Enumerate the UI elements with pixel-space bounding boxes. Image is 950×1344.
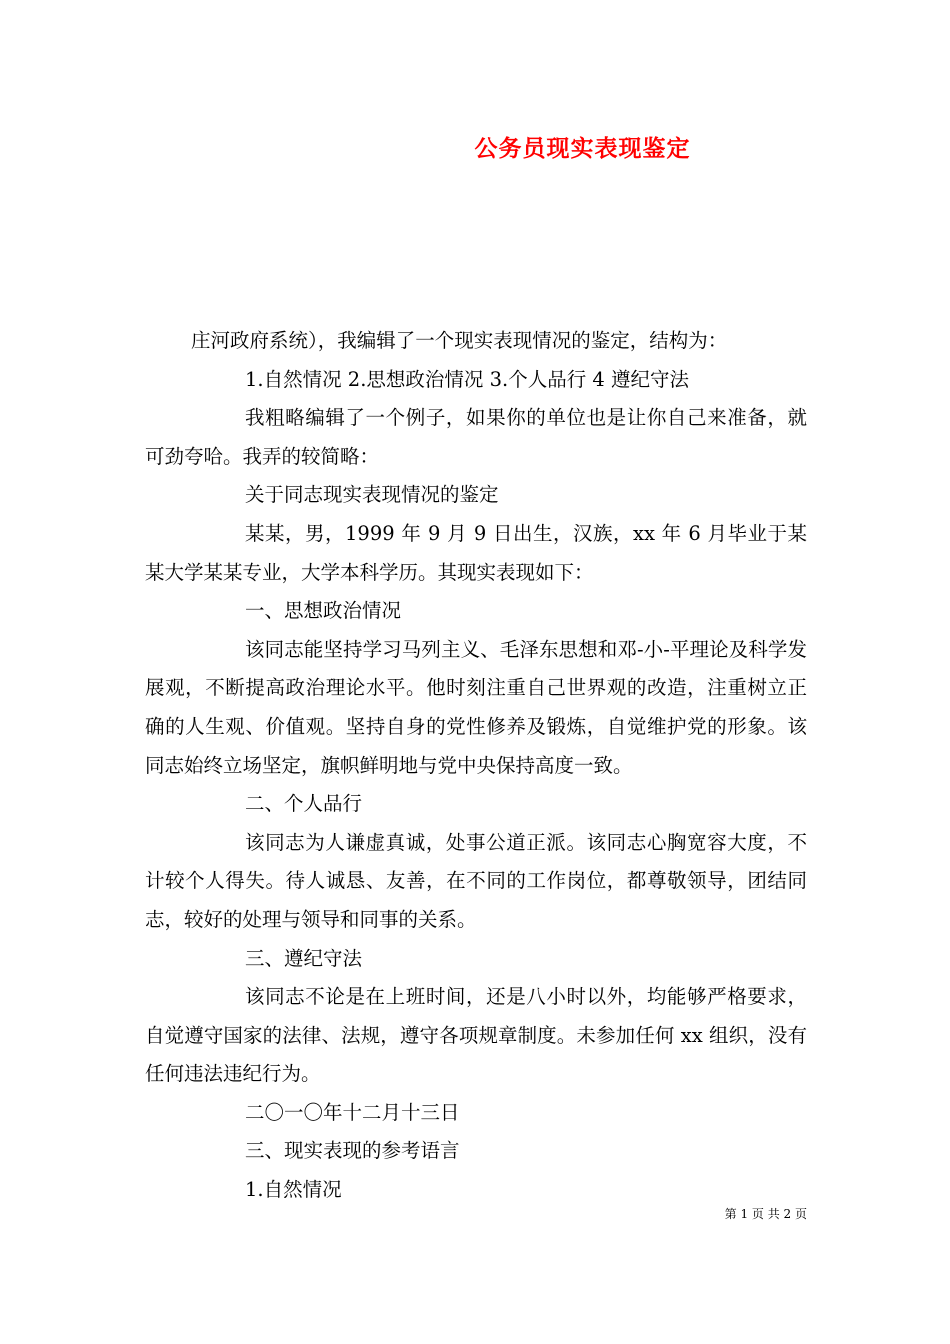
paragraph-example-note: 我粗略编辑了一个例子，如果你的单位也是让你自己来准备，就可劲夸哈。我弄的较简略： bbox=[145, 406, 807, 468]
paragraph-political: 该同志能坚持学习马列主义、毛泽东思想和邓-小-平理论及科学发展观，不断提高政治理论水平。他时刻注重自己世界观的改造，注重树立正确的人生观、价值观。坚持自身的党性修养及锻炼，自觉维护党的形象。该同志始终立场坚定，旗帜鲜明地与党中央保持高度一致。 bbox=[145, 637, 807, 777]
paragraph-law: 该同志不论是在上班时间，还是八小时以外，均能够严格要求，自觉遵守国家的法律、法规，遵守各项规章制度。未参加任何 xx 组织，没有任何违法违纪行为。 bbox=[145, 985, 807, 1086]
paragraph-structure: 1.自然情况 2.思想政治情况 3.个人品行 4 遵纪守法 bbox=[245, 367, 690, 391]
section-heading-law: 三、遵纪守法 bbox=[245, 946, 363, 970]
paragraph-intro: 庄河政府系统），我编辑了一个现实表现情况的鉴定，结构为： bbox=[191, 329, 728, 352]
paragraph-conduct: 该同志为人谦虚真诚，处事公道正派。该同志心胸宽容大度，不计较个人得失。待人诚恳、友善，在不同的工作岗位，都尊敬领导，团结同志，较好的处理与领导和同事的关系。 bbox=[145, 830, 807, 931]
paragraph-natural-info: 1.自然情况 bbox=[245, 1178, 342, 1202]
section-heading-political: 一、思想政治情况 bbox=[245, 599, 402, 623]
section-heading-conduct: 二、个人品行 bbox=[245, 792, 363, 816]
section-heading-reference: 三、现实表现的参考语言 bbox=[245, 1139, 460, 1163]
document-body bbox=[145, 322, 807, 1210]
paragraph-date: 二〇一〇年十二月十三日 bbox=[245, 1100, 460, 1124]
document-title: 公务员现实表现鉴定 bbox=[474, 135, 691, 162]
page-number-footer: 第 1 页 共 2 页 bbox=[724, 1207, 807, 1221]
paragraph-personal-info: 某某，男，1999 年 9 月 9 日出生，汉族，xx 年 6 月毕业于某某大学某某专业，大学本科学历。其现实表现如下： bbox=[145, 521, 807, 584]
paragraph-heading-appraisal: 关于同志现实表现情况的鉴定 bbox=[245, 483, 499, 507]
